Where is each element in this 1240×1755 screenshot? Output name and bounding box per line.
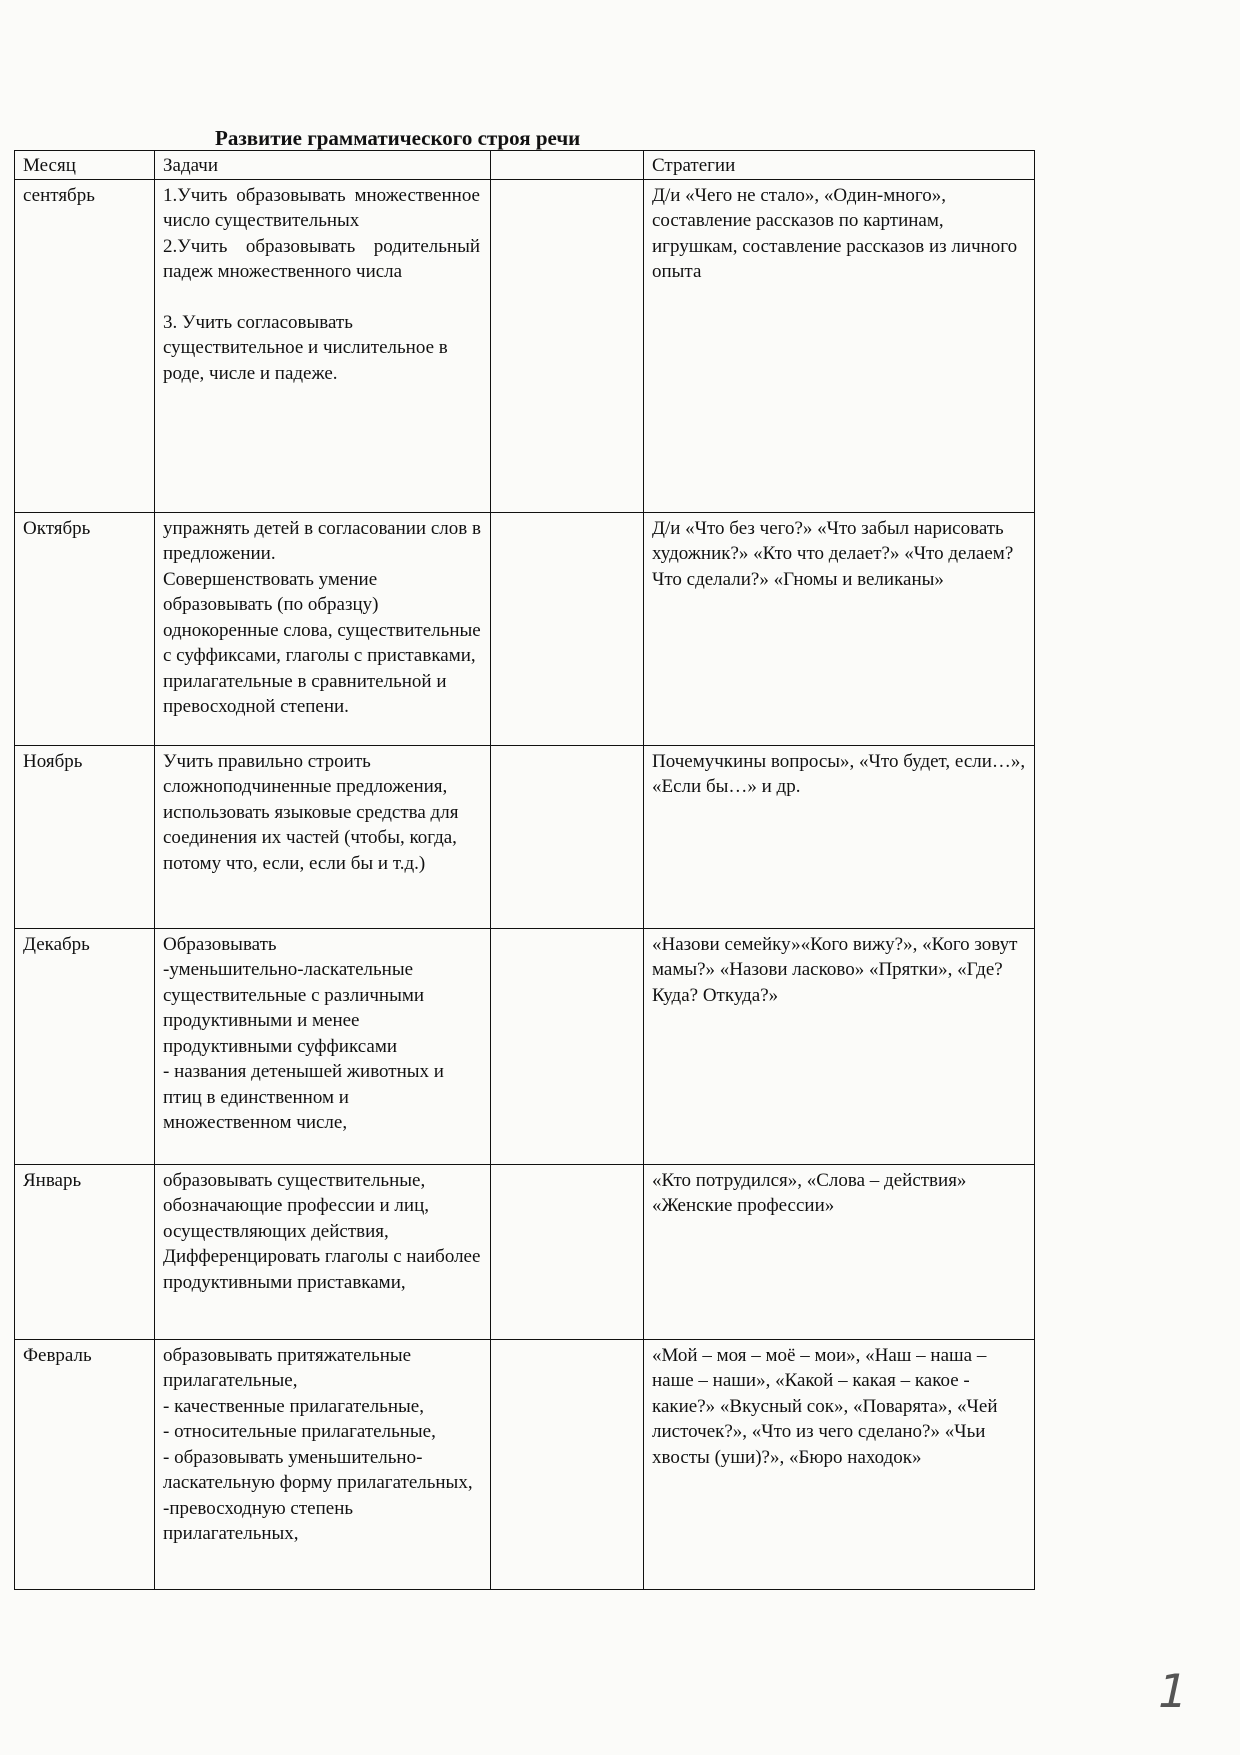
strategies-cell: Д/и «Что без чего?» «Что забыл нарисовать художник?» «Кто что делает?» «Что делаем? Что сделали?» «Гномы и великаны» bbox=[644, 512, 1035, 745]
header-month: Месяц bbox=[15, 151, 155, 180]
tasks-cell: Образовывать -уменьшительно-ласкательные существительные с различными продуктивными и менее продуктивными суффиксами - названия детенышей животных и птиц в единственном и множественном числе, bbox=[155, 928, 491, 1164]
month-cell: Январь bbox=[15, 1164, 155, 1339]
strategies-cell: «Кто потрудился», «Слова – действия» «Женские профессии» bbox=[644, 1164, 1035, 1339]
empty-cell bbox=[491, 928, 644, 1164]
table-row bbox=[15, 512, 1035, 745]
tasks-text: 3. Учить согласовывать существительное и числительное в роде, числе и падеже. bbox=[163, 311, 448, 384]
month-cell: сентябрь bbox=[15, 179, 155, 512]
empty-cell bbox=[491, 745, 644, 928]
strategies-cell: Д/и «Чего не стало», «Один-много», составление рассказов по картинам, игрушкам, составление рассказов из личного опыта bbox=[644, 179, 1035, 512]
strategies-cell: Почемучкины вопросы», «Что будет, если…», «Если бы…» и др. bbox=[644, 745, 1035, 928]
month-cell: Ноябрь bbox=[15, 745, 155, 928]
tasks-cell: образовывать притяжательные прилагательные, - качественные прилагательные, - относительные прилагательные, - образовывать уменьшительно-ласкательную форму прилагательных, -превосходную степень прилагательных, bbox=[155, 1339, 491, 1589]
table-row bbox=[15, 928, 1035, 1164]
empty-cell bbox=[491, 1164, 644, 1339]
plan-table bbox=[14, 150, 1035, 1590]
page-title: Развитие грамматического строя речи bbox=[215, 126, 581, 150]
table-row bbox=[15, 1339, 1035, 1589]
table-row bbox=[15, 1164, 1035, 1339]
table-header-row bbox=[15, 151, 1035, 180]
month-cell: Декабрь bbox=[15, 928, 155, 1164]
table-row bbox=[15, 179, 1035, 512]
empty-cell bbox=[491, 512, 644, 745]
tasks-cell bbox=[155, 179, 491, 512]
tasks-cell: образовывать существительные, обозначающие профессии и лиц, осуществляющих действия, Дифференцировать глаголы с наиболее продуктивными приставками, bbox=[155, 1164, 491, 1339]
tasks-text: 1.Учить образовывать множественное число существительных 2.Учить образовывать родительный падеж множественного числа bbox=[163, 184, 480, 282]
strategies-cell: «Мой – моя – моё – мои», «Наш – наша – наше – наши», «Какой – какая – какое - какие?» «Вкусный сок», «Поварята», «Чей листочек?», «Что из чего сделано?» «Чьи хвосты (уши)?», «Бюро находок» bbox=[644, 1339, 1035, 1589]
strategies-cell: «Назови семейку»«Кого вижу?», «Кого зовут мамы?» «Назови ласково» «Прятки», «Где? Куда? Откуда?» bbox=[644, 928, 1035, 1164]
month-cell: Октябрь bbox=[15, 512, 155, 745]
header-empty bbox=[491, 151, 644, 180]
table-row bbox=[15, 745, 1035, 928]
header-strategies: Стратегии bbox=[644, 151, 1035, 180]
page-number: 1 bbox=[1152, 1664, 1194, 1718]
tasks-gap bbox=[163, 285, 482, 310]
header-tasks: Задачи bbox=[155, 151, 491, 180]
tasks-cell: Учить правильно строить сложноподчиненные предложения, использовать языковые средства для соединения их частей (чтобы, когда, потому что, если, если бы и т.д.) bbox=[155, 745, 491, 928]
month-cell: Февраль bbox=[15, 1339, 155, 1589]
tasks-cell: упражнять детей в согласовании слов в предложении. Совершенствовать умение образовывать (по образцу) однокоренные слова, существительные с суффиксами, глаголы с приставками, прилагательные в сравнительной и превосходной степени. bbox=[155, 512, 491, 745]
empty-cell bbox=[491, 1339, 644, 1589]
empty-cell bbox=[491, 179, 644, 512]
